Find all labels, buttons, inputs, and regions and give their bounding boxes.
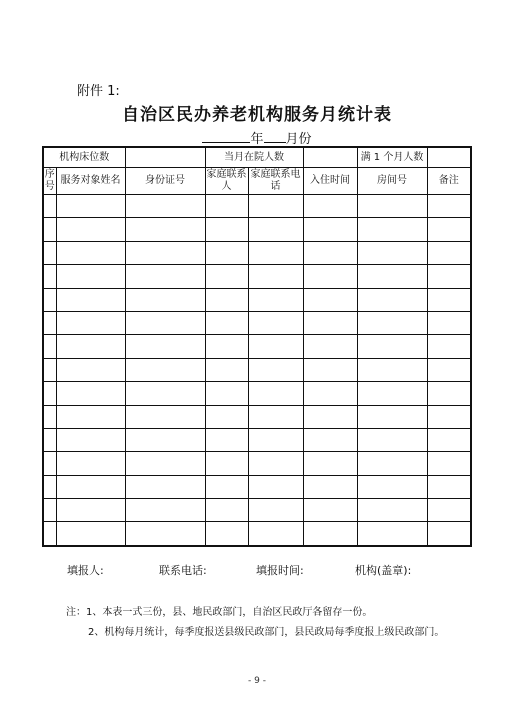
cell-remarks[interactable] xyxy=(427,288,471,311)
cell-seq[interactable] xyxy=(43,428,56,451)
cell-seq[interactable] xyxy=(43,382,56,405)
header-family-contact: 家庭联系人 xyxy=(205,168,248,195)
cell-seq[interactable] xyxy=(43,265,56,288)
summary-row xyxy=(43,147,471,168)
cell-name[interactable] xyxy=(56,358,125,381)
table-row xyxy=(43,499,471,522)
page-number: - 9 - xyxy=(248,676,266,686)
cell-id[interactable] xyxy=(125,522,205,546)
header-room-number: 房间号 xyxy=(357,168,427,195)
cell-admission[interactable] xyxy=(303,265,357,288)
cell-room[interactable] xyxy=(357,475,427,498)
cell-room[interactable] xyxy=(357,265,427,288)
cell-admission[interactable] xyxy=(303,522,357,546)
cell-room[interactable] xyxy=(357,241,427,264)
cell-admission[interactable] xyxy=(303,288,357,311)
cell-id[interactable] xyxy=(125,428,205,451)
cell-phone[interactable] xyxy=(248,218,303,241)
cell-room[interactable] xyxy=(357,311,427,334)
table-row xyxy=(43,452,471,475)
table-row xyxy=(43,218,471,241)
current-residents-value[interactable] xyxy=(303,147,357,168)
cell-room[interactable] xyxy=(357,195,427,218)
cell-phone[interactable] xyxy=(248,405,303,428)
header-admission-time: 入住时间 xyxy=(303,168,357,195)
cell-contact[interactable] xyxy=(205,452,248,475)
cell-contact[interactable] xyxy=(205,428,248,451)
reporter-label: 填报人: xyxy=(67,564,104,577)
cell-id[interactable] xyxy=(125,195,205,218)
cell-contact[interactable] xyxy=(205,358,248,381)
cell-id[interactable] xyxy=(125,288,205,311)
cell-contact[interactable] xyxy=(205,288,248,311)
cell-admission[interactable] xyxy=(303,475,357,498)
cell-contact[interactable] xyxy=(205,265,248,288)
cell-admission[interactable] xyxy=(303,358,357,381)
cell-contact[interactable] xyxy=(205,522,248,546)
institution-seal-label: 机构(盖章): xyxy=(355,564,412,577)
bed-count-value[interactable] xyxy=(125,147,205,168)
cell-contact[interactable] xyxy=(205,475,248,498)
cell-contact[interactable] xyxy=(205,382,248,405)
cell-room[interactable] xyxy=(357,382,427,405)
header-remarks: 备注 xyxy=(427,168,471,195)
cell-admission[interactable] xyxy=(303,452,357,475)
cell-remarks[interactable] xyxy=(427,452,471,475)
cell-seq[interactable] xyxy=(43,499,56,522)
cell-room[interactable] xyxy=(357,499,427,522)
cell-id[interactable] xyxy=(125,241,205,264)
cell-contact[interactable] xyxy=(205,311,248,334)
cell-seq[interactable] xyxy=(43,241,56,264)
cell-contact[interactable] xyxy=(205,195,248,218)
cell-id[interactable] xyxy=(125,265,205,288)
cell-contact[interactable] xyxy=(205,241,248,264)
table-row xyxy=(43,358,471,381)
attachment-label: 附件 1: xyxy=(77,84,120,99)
cell-name[interactable] xyxy=(56,335,125,358)
header-row xyxy=(43,168,471,195)
cell-remarks[interactable] xyxy=(427,195,471,218)
table-row xyxy=(43,475,471,498)
cell-id[interactable] xyxy=(125,499,205,522)
cell-remarks[interactable] xyxy=(427,428,471,451)
table-row xyxy=(43,335,471,358)
cell-room[interactable] xyxy=(357,522,427,546)
cell-id[interactable] xyxy=(125,405,205,428)
table-row xyxy=(43,288,471,311)
year-label: 年 xyxy=(250,132,264,147)
cell-id[interactable] xyxy=(125,218,205,241)
cell-id[interactable] xyxy=(125,335,205,358)
cell-remarks[interactable] xyxy=(427,311,471,334)
table-row xyxy=(43,241,471,264)
cell-contact[interactable] xyxy=(205,405,248,428)
cell-seq[interactable] xyxy=(43,288,56,311)
cell-admission[interactable] xyxy=(303,405,357,428)
cell-seq[interactable] xyxy=(43,218,56,241)
cell-remarks[interactable] xyxy=(427,405,471,428)
cell-id[interactable] xyxy=(125,452,205,475)
cell-contact[interactable] xyxy=(205,499,248,522)
cell-remarks[interactable] xyxy=(427,241,471,264)
cell-admission[interactable] xyxy=(303,241,357,264)
cell-seq[interactable] xyxy=(43,311,56,334)
cell-room[interactable] xyxy=(357,218,427,241)
cell-phone[interactable] xyxy=(248,382,303,405)
cell-phone[interactable] xyxy=(248,452,303,475)
cell-phone[interactable] xyxy=(248,195,303,218)
cell-admission[interactable] xyxy=(303,335,357,358)
cell-name[interactable] xyxy=(56,218,125,241)
table-row xyxy=(43,311,471,334)
cell-name[interactable] xyxy=(56,265,125,288)
note-line-2: 2、机构每月统计，每季度报送县级民政部门，县民政局每季度报上级民政部门。 xyxy=(88,627,445,638)
header-id-number: 身份证号 xyxy=(125,168,205,195)
cell-id[interactable] xyxy=(125,475,205,498)
cell-id[interactable] xyxy=(125,311,205,334)
cell-seq[interactable] xyxy=(43,195,56,218)
cell-name[interactable] xyxy=(56,452,125,475)
cell-contact[interactable] xyxy=(205,335,248,358)
cell-id[interactable] xyxy=(125,382,205,405)
full-month-value[interactable] xyxy=(427,147,471,168)
cell-name[interactable] xyxy=(56,241,125,264)
cell-admission[interactable] xyxy=(303,218,357,241)
cell-phone[interactable] xyxy=(248,358,303,381)
full-month-label: 满 1 个月人数 xyxy=(357,147,427,168)
month-label: 月份 xyxy=(285,132,312,147)
cell-room[interactable] xyxy=(357,452,427,475)
cell-admission[interactable] xyxy=(303,499,357,522)
header-family-phone: 家庭联系电话 xyxy=(248,168,303,195)
month-blank[interactable] xyxy=(264,130,286,143)
cell-room[interactable] xyxy=(357,335,427,358)
cell-name[interactable] xyxy=(56,428,125,451)
form-title: 自治区民办养老机构服务月统计表 xyxy=(122,105,392,125)
period-line xyxy=(0,128,514,147)
statistics-table xyxy=(42,146,472,547)
cell-room[interactable] xyxy=(357,358,427,381)
cell-seq[interactable] xyxy=(43,452,56,475)
cell-name[interactable] xyxy=(56,311,125,334)
cell-seq[interactable] xyxy=(43,405,56,428)
table-row xyxy=(43,405,471,428)
cell-room[interactable] xyxy=(357,428,427,451)
header-name: 服务对象姓名 xyxy=(56,168,125,195)
bed-count-label: 机构床位数 xyxy=(43,147,125,168)
cell-seq[interactable] xyxy=(43,358,56,381)
cell-seq[interactable] xyxy=(43,335,56,358)
cell-name[interactable] xyxy=(56,382,125,405)
cell-remarks[interactable] xyxy=(427,335,471,358)
table-row xyxy=(43,195,471,218)
cell-name[interactable] xyxy=(56,522,125,546)
cell-phone[interactable] xyxy=(248,475,303,498)
cell-remarks[interactable] xyxy=(427,499,471,522)
table-row xyxy=(43,428,471,451)
table-row xyxy=(43,265,471,288)
cell-seq[interactable] xyxy=(43,475,56,498)
cell-name[interactable] xyxy=(56,288,125,311)
year-blank[interactable] xyxy=(202,130,250,143)
cell-remarks[interactable] xyxy=(427,382,471,405)
cell-name[interactable] xyxy=(56,405,125,428)
cell-phone[interactable] xyxy=(248,241,303,264)
cell-admission[interactable] xyxy=(303,311,357,334)
cell-phone[interactable] xyxy=(248,522,303,546)
cell-id[interactable] xyxy=(125,358,205,381)
cell-phone[interactable] xyxy=(248,311,303,334)
cell-phone[interactable] xyxy=(248,265,303,288)
current-residents-label: 当月在院人数 xyxy=(205,147,303,168)
cell-admission[interactable] xyxy=(303,428,357,451)
cell-phone[interactable] xyxy=(248,288,303,311)
cell-remarks[interactable] xyxy=(427,522,471,546)
table-row xyxy=(43,382,471,405)
cell-admission[interactable] xyxy=(303,382,357,405)
header-seq: 序号 xyxy=(43,168,56,195)
report-time-label: 填报时间: xyxy=(256,564,304,577)
table-row xyxy=(43,522,471,546)
cell-phone[interactable] xyxy=(248,499,303,522)
cell-name[interactable] xyxy=(56,195,125,218)
cell-room[interactable] xyxy=(357,405,427,428)
note-line-1: 注：1、本表一式三份，县、地民政部门，自治区民政厅各留存一份。 xyxy=(66,607,373,618)
cell-remarks[interactable] xyxy=(427,358,471,381)
cell-remarks[interactable] xyxy=(427,475,471,498)
cell-seq[interactable] xyxy=(43,522,56,546)
cell-remarks[interactable] xyxy=(427,218,471,241)
cell-admission[interactable] xyxy=(303,195,357,218)
cell-name[interactable] xyxy=(56,475,125,498)
phone-label: 联系电话: xyxy=(159,564,207,577)
cell-contact[interactable] xyxy=(205,218,248,241)
cell-room[interactable] xyxy=(357,288,427,311)
cell-phone[interactable] xyxy=(248,428,303,451)
cell-remarks[interactable] xyxy=(427,265,471,288)
cell-name[interactable] xyxy=(56,499,125,522)
cell-phone[interactable] xyxy=(248,335,303,358)
